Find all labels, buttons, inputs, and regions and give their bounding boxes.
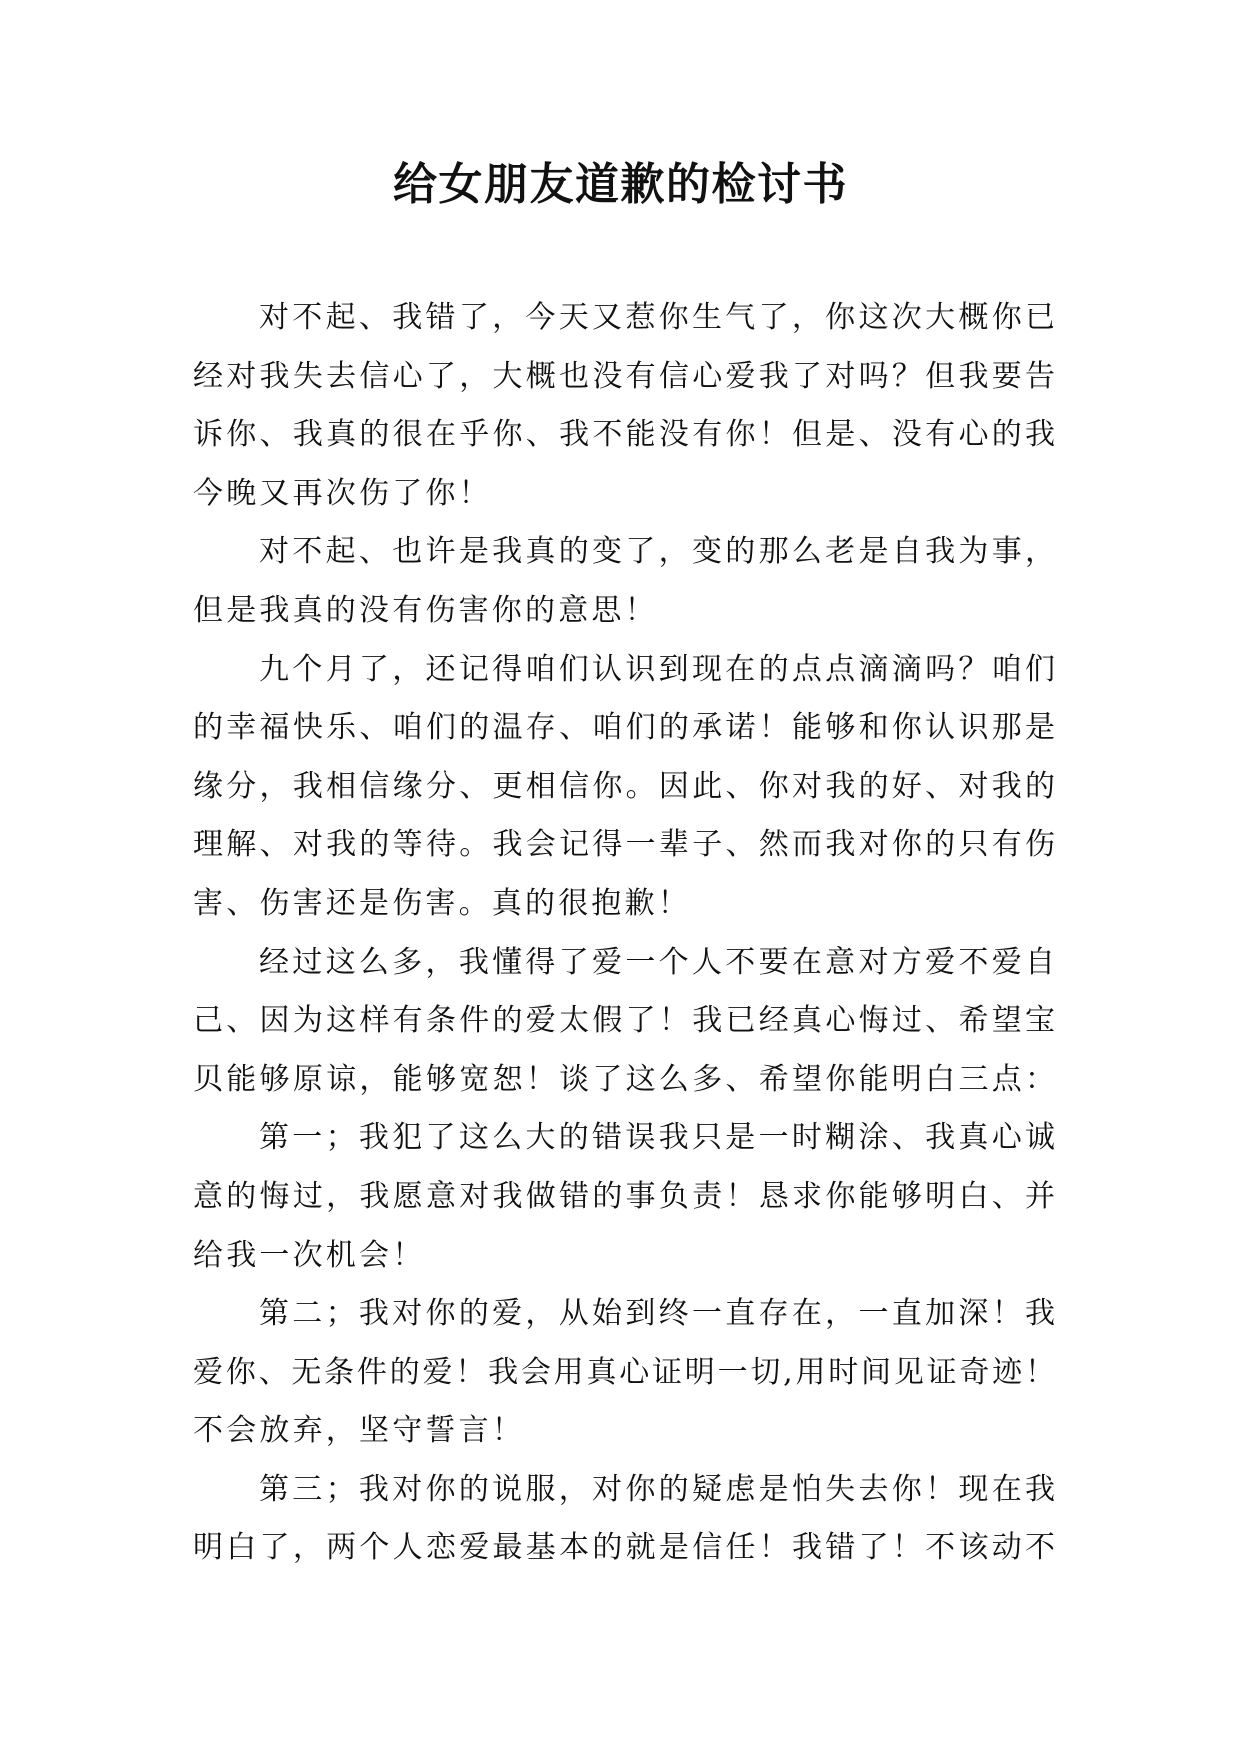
paragraph-understanding xyxy=(193,934,1057,1110)
paragraph-line: 经过这么多，我懂得了爱一个人不要在意对方爱不爱自 xyxy=(259,944,1057,980)
paragraph-line: 害、伤害还是伤害。真的很抱歉！ xyxy=(193,885,691,921)
paragraph-line: 己、因为这样有条件的爱太假了！我已经真心悔过、希望宝 xyxy=(193,1003,1057,1039)
paragraph-line: 第三；我对你的说服，对你的疑虑是怕失去你！现在我 xyxy=(259,1471,1057,1507)
paragraph-line: 不会放弃，坚守誓言！ xyxy=(193,1413,525,1449)
paragraph-line: 第二；我对你的爱，从始到终一直存在，一直加深！我 xyxy=(259,1296,1057,1332)
paragraph-line: 缘分，我相信缘分、更相信你。因此、你对我的好、对我的 xyxy=(193,768,1057,804)
document-title: 给女朋友道歉的检讨书 xyxy=(393,159,848,210)
paragraph-nine-months xyxy=(193,641,1057,934)
paragraph-line: 经对我失去信心了，大概也没有信心爱我了对吗？但我要告 xyxy=(193,358,1057,394)
paragraph-point-three xyxy=(193,1461,1057,1578)
paragraph-line: 诉你、我真的很在乎你、我不能没有你！但是、没有心的我 xyxy=(193,417,1057,453)
paragraph-changed xyxy=(193,523,1057,640)
paragraph-line: 九个月了，还记得咱们认识到现在的点点滴滴吗？咱们 xyxy=(259,651,1057,687)
paragraph-line: 第一；我犯了这么大的错误我只是一时糊涂、我真心诚 xyxy=(259,1120,1057,1156)
paragraph-line: 但是我真的没有伤害你的意思！ xyxy=(193,592,658,628)
paragraph-line: 爱你、无条件的爱！我会用真心证明一切,用时间见证奇迹！ xyxy=(193,1354,1057,1390)
paragraph-line: 理解、对我的等待。我会记得一辈子、然而我对你的只有伤 xyxy=(193,827,1057,863)
paragraph-line: 贝能够原谅，能够宽恕！谈了这么多、希望你能明白三点： xyxy=(193,1061,1057,1097)
document-body xyxy=(193,289,1057,1578)
paragraph-line: 的幸福快乐、咱们的温存、咱们的承诺！能够和你认识那是 xyxy=(193,710,1057,746)
paragraph-line: 今晚又再次伤了你！ xyxy=(193,475,492,511)
paragraph-line: 给我一次机会！ xyxy=(193,1237,426,1273)
paragraph-line: 意的悔过，我愿意对我做错的事负责！恳求你能够明白、并 xyxy=(193,1178,1057,1214)
paragraph-point-one xyxy=(193,1109,1057,1285)
paragraph-point-two xyxy=(193,1285,1057,1461)
paragraph-line: 对不起、也许是我真的变了，变的那么老是自我为事， xyxy=(259,534,1057,570)
paragraph-apology xyxy=(193,289,1057,523)
paragraph-line: 对不起、我错了，今天又惹你生气了，你这次大概你已 xyxy=(259,300,1057,335)
paragraph-line: 明白了，两个人恋爱最基本的就是信任！我错了！不该动不 xyxy=(193,1530,1057,1566)
